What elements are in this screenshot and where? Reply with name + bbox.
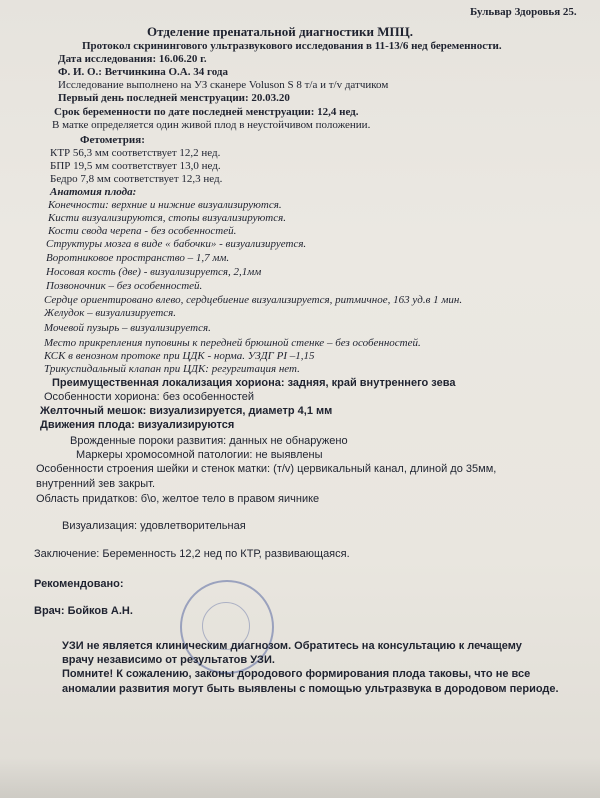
anatomy-item: Воротниковое пространство – 1,7 мм. <box>46 252 230 264</box>
exam-date: Дата исследования: 16.06.20 г. <box>58 53 207 65</box>
anatomy-item: Структуры мозга в виде « бабочки» - визуализируется. <box>46 238 307 250</box>
anatomy-item: КСК в венозном протоке при ЦДК - норма. УЗДГ PI –1,15 <box>44 350 315 362</box>
scanner-info: Исследование выполнено на УЗ сканере Voluson S 8 т/а и т/v датчиком <box>58 79 389 91</box>
fetometry-row: КТР 56,3 мм соответствует 12,2 нед. <box>50 147 221 159</box>
fetometry-heading: Фетометрия: <box>80 134 145 146</box>
anatomy-heading: Анатомия плода: <box>50 186 137 198</box>
disclaimer-line: врачу независимо от результатов УЗИ. <box>62 654 275 666</box>
doctor-name: Врач: Бойков А.Н. <box>34 605 133 617</box>
chorion-features: Особенности хориона: без особенностей <box>44 391 255 403</box>
malformations: Врожденные пороки развития: данных не обнаружено <box>70 435 348 447</box>
fetal-movements: Движения плода: визуализируются <box>40 419 235 431</box>
anatomy-item: Место прикрепления пуповины к передней брюшной стенке – без особенностей. <box>44 337 421 349</box>
protocol-title: Протокол скринингового ультразвукового исследования в 11-13/6 нед беременности. <box>82 40 502 52</box>
patient-name: Ф. И. О.: Ветчинкина О.А. 34 года <box>58 66 228 78</box>
anatomy-item: Трикуспидальный клапан при ЦДК: регургитация нет. <box>44 363 300 375</box>
department-title: Отделение пренатальной диагностики МПЦ. <box>147 24 414 39</box>
lmp-date: Первый день последней менструации: 20.03.20 <box>58 92 290 104</box>
fetometry-row: БПР 19,5 мм соответствует 13,0 нед. <box>50 160 221 172</box>
anatomy-item: Сердце ориентировано влево, сердцебиение визуализируется, ритмичное, 163 уд.в 1 мин. <box>44 294 463 306</box>
fetometry-row: Бедро 7,8 мм соответствует 12,3 нед. <box>50 173 223 185</box>
anatomy-item: Желудок – визуализируется. <box>44 307 177 319</box>
anatomy-item: Позвоночник – без особенностей. <box>46 280 203 292</box>
anatomy-item: Кисти визуализируются, стопы визуализируются. <box>48 212 286 224</box>
uterus-finding: В матке определяется один живой плод в неустойчивом положении. <box>52 119 371 131</box>
disclaimer-line: УЗИ не является клиническим диагнозом. Обратитесь на консультацию к лечащему <box>62 640 522 652</box>
recommended: Рекомендовано: <box>34 578 124 590</box>
anatomy-item: Носовая кость (две) - визуализируется, 2,1мм <box>46 266 262 278</box>
anatomy-item: Конечности: верхние и нижние визуализируются. <box>48 199 282 211</box>
cervix-description: Особенности строения шейки и стенок матки: (т/v) цервикальный канал, длиной до 35мм, <box>36 463 497 475</box>
anatomy-item: Мочевой пузырь – визуализируется. <box>44 322 211 334</box>
adnexa: Область придатков: б\о, желтое тело в правом яичнике <box>36 493 320 505</box>
gestational-term: Срок беременности по дате последней менструации: 12,4 нед. <box>54 106 359 118</box>
chromosomal-markers: Маркеры хромосомной патологии: не выявлены <box>76 449 323 461</box>
yolk-sac: Желточный мешок: визуализируется, диаметр 4,1 мм <box>40 405 333 417</box>
page-shadow <box>0 758 600 798</box>
clinic-address: Бульвар Здоровья 25. <box>470 6 577 18</box>
visualization-quality: Визуализация: удовлетворительная <box>62 520 246 532</box>
conclusion: Заключение: Беременность 12,2 нед по КТР, развивающаяся. <box>34 548 350 560</box>
cervix-description: внутренний зев закрыт. <box>36 478 155 490</box>
chorion-localization: Преимущественная локализация хориона: задняя, край внутреннего зева <box>52 377 456 389</box>
disclaimer-line: Помните! К сожалению, законы дородового формирования плода таковы, что не все <box>62 668 531 680</box>
disclaimer-line: аномалии развития могут быть выявлены с помощью ультразвука в дородовом периоде. <box>62 683 559 695</box>
anatomy-item: Кости свода черепа - без особенностей. <box>48 225 237 237</box>
